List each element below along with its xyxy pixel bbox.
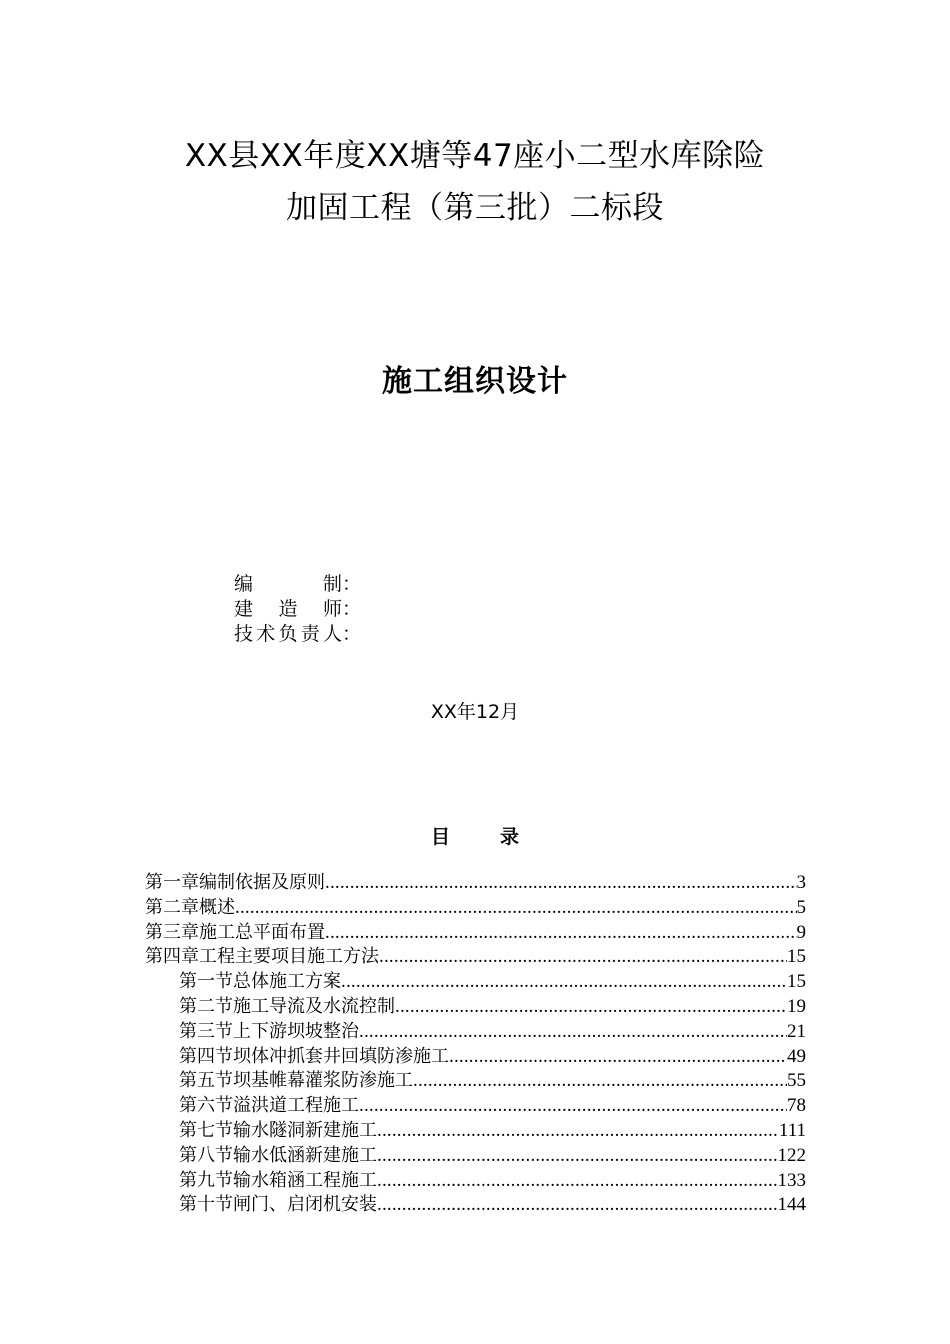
toc-dot-leader bbox=[395, 995, 787, 1020]
toc-entry[interactable] bbox=[145, 896, 806, 921]
toc-entry-title: 第四章工程主要项目施工方法 bbox=[145, 946, 379, 968]
toc-entry-page-number: 21 bbox=[787, 1020, 806, 1042]
toc-entry-title: 第七节输水隧洞新建施工 bbox=[179, 1119, 377, 1141]
toc-entry-page-number: 133 bbox=[777, 1169, 806, 1191]
toc-entry-page-number: 19 bbox=[787, 995, 806, 1017]
toc-entry-title: 第三节上下游坝坡整治 bbox=[179, 1020, 359, 1042]
document-subtitle: 施工组织设计 bbox=[382, 364, 568, 399]
signature-colon: ： bbox=[342, 623, 362, 645]
table-of-contents bbox=[145, 871, 806, 1218]
toc-entry-page-number: 49 bbox=[787, 1045, 806, 1067]
toc-dot-leader bbox=[377, 1119, 779, 1144]
toc-entry-title: 第二章概述 bbox=[145, 896, 235, 918]
toc-entry[interactable] bbox=[145, 1193, 806, 1218]
toc-entry-title: 第十节闸门、启闭机安装 bbox=[179, 1194, 377, 1216]
toc-entry[interactable] bbox=[145, 995, 806, 1020]
signature-label: 建造师 bbox=[234, 598, 342, 620]
toc-entry[interactable] bbox=[145, 1094, 806, 1119]
toc-entry-title: 第一章编制依据及原则 bbox=[145, 872, 325, 893]
toc-entry-title: 第五节坝基帷幕灌浆防渗施工 bbox=[179, 1070, 413, 1092]
toc-heading-left: 目 bbox=[430, 826, 450, 848]
signature-colon: ： bbox=[342, 598, 362, 620]
signature-row-compiler bbox=[234, 572, 362, 597]
toc-entry-page-number: 9 bbox=[796, 921, 806, 943]
toc-dot-leader bbox=[341, 970, 787, 995]
toc-dot-leader bbox=[235, 896, 797, 921]
signature-label: 编制 bbox=[234, 573, 342, 595]
toc-entry-page-number: 3 bbox=[796, 872, 806, 893]
toc-entry[interactable] bbox=[145, 1169, 806, 1194]
project-title-line-1: XX县XX年度XX塘等47座小二型水库除险 bbox=[184, 138, 766, 174]
toc-dot-leader bbox=[325, 871, 797, 896]
toc-dot-leader bbox=[377, 1169, 778, 1194]
toc-entry[interactable] bbox=[145, 1020, 806, 1045]
toc-entry-title: 第六节溢洪道工程施工 bbox=[179, 1095, 359, 1117]
toc-entry-title: 第二节施工导流及水流控制 bbox=[179, 995, 395, 1017]
toc-entry[interactable] bbox=[145, 1119, 806, 1144]
project-title-line-2: 加固工程（第三批）二标段 bbox=[286, 190, 664, 226]
toc-entry-page-number: 15 bbox=[787, 971, 806, 993]
toc-entry-page-number: 15 bbox=[787, 946, 806, 968]
toc-heading bbox=[0, 822, 950, 849]
toc-entry[interactable] bbox=[145, 1069, 806, 1094]
signature-colon: ： bbox=[342, 573, 362, 595]
toc-entry[interactable] bbox=[145, 1045, 806, 1070]
toc-entry[interactable] bbox=[145, 1144, 806, 1169]
signature-block bbox=[234, 572, 362, 647]
toc-entry[interactable] bbox=[145, 970, 806, 995]
toc-dot-leader bbox=[379, 945, 787, 970]
toc-entry-page-number: 55 bbox=[787, 1070, 806, 1092]
toc-entry[interactable] bbox=[145, 871, 806, 896]
toc-entry-page-number: 111 bbox=[778, 1119, 806, 1141]
toc-dot-leader bbox=[377, 1193, 778, 1218]
signature-row-technical-lead bbox=[234, 622, 362, 647]
toc-entry-page-number: 5 bbox=[796, 896, 806, 918]
toc-entry-title: 第三章施工总平面布置 bbox=[145, 921, 325, 943]
toc-dot-leader bbox=[449, 1045, 787, 1070]
toc-entry[interactable] bbox=[145, 921, 806, 946]
toc-entry-page-number: 78 bbox=[787, 1095, 806, 1117]
toc-entry-title: 第四节坝体冲抓套井回填防渗施工 bbox=[179, 1045, 449, 1067]
toc-entry-title: 第一节总体施工方案 bbox=[179, 971, 341, 993]
toc-entry-title: 第八节输水低涵新建施工 bbox=[179, 1144, 377, 1166]
toc-heading-right: 录 bbox=[500, 826, 520, 848]
toc-dot-leader bbox=[413, 1069, 787, 1094]
toc-entry[interactable] bbox=[145, 945, 806, 970]
document-date: XX年12月 bbox=[430, 701, 520, 723]
toc-dot-leader bbox=[359, 1094, 787, 1119]
signature-row-constructor bbox=[234, 597, 362, 622]
signature-label: 技术负责人 bbox=[234, 623, 342, 645]
toc-entry-title: 第九节输水箱涵工程施工 bbox=[179, 1169, 377, 1191]
toc-dot-leader bbox=[325, 921, 797, 946]
toc-dot-leader bbox=[377, 1144, 778, 1169]
toc-entry-page-number: 122 bbox=[777, 1144, 806, 1166]
toc-entry-page-number: 144 bbox=[777, 1194, 806, 1216]
toc-dot-leader bbox=[359, 1020, 787, 1045]
